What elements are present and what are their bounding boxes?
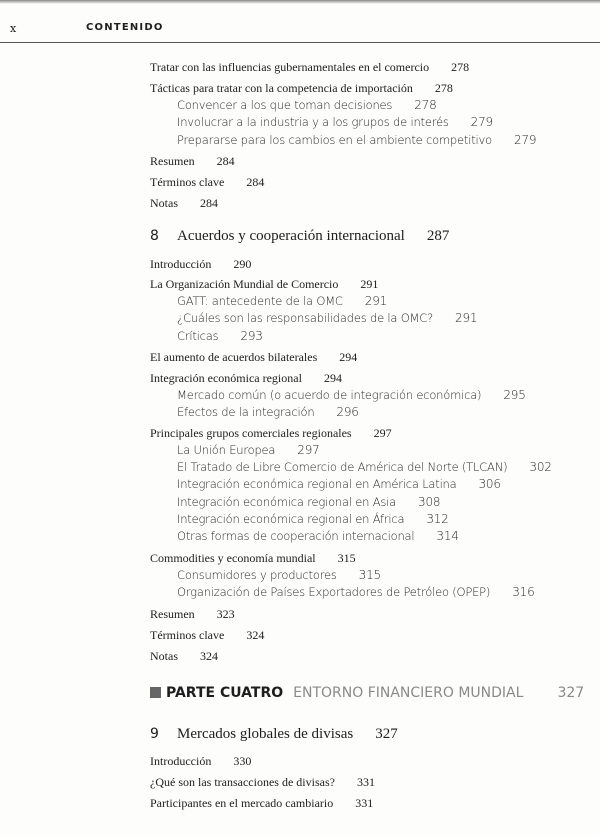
subsection-entry <box>177 115 493 129</box>
entry-page: 314 <box>436 529 459 543</box>
entry-page: 327 <box>557 685 585 701</box>
part-label: PARTE CUATRO <box>166 685 284 701</box>
entry-page: 278 <box>451 60 470 74</box>
entry-title: Commodities y economía mundial <box>150 551 316 565</box>
entry-title: Introducción <box>150 754 212 768</box>
entry-title: Consumidores y productores <box>177 568 337 582</box>
section-entry <box>150 60 469 75</box>
chapter-entry <box>150 228 449 245</box>
entry-title: Convencer a los que toman decisiones <box>177 98 393 112</box>
subsection-entry <box>177 388 526 402</box>
section-entry <box>150 775 375 790</box>
entry-page: 327 <box>375 726 398 742</box>
entry-page: 308 <box>418 495 441 509</box>
entry-title: Resumen <box>150 607 195 621</box>
entry-page: 278 <box>414 98 437 112</box>
entry-page: 290 <box>233 257 252 271</box>
entry-title: Notas <box>150 649 178 663</box>
entry-page: 324 <box>246 628 265 642</box>
entry-title: El Tratado de Libre Comercio de América del Norte (TLCAN) <box>177 460 508 474</box>
entry-title: GATT: antecedente de la OMC <box>177 294 343 308</box>
section-entry <box>150 257 251 272</box>
entry-page: 278 <box>434 81 453 95</box>
subsection-entry <box>177 443 320 457</box>
entry-page: 297 <box>373 426 392 440</box>
entry-title: Acuerdos y cooperación internacional <box>177 228 405 244</box>
entry-page: 315 <box>358 568 381 582</box>
entry-title: Involucrar a la industria y a los grupos de interés <box>177 115 449 129</box>
entry-title: Términos clave <box>150 175 225 189</box>
section-entry <box>150 371 342 386</box>
entry-title: Notas <box>150 196 178 210</box>
entry-title: Mercado común (o acuerdo de integración económica) <box>177 388 482 402</box>
subsection-entry <box>177 311 477 325</box>
entry-page: 330 <box>233 754 252 768</box>
subsection-entry <box>177 329 263 343</box>
entry-page: 287 <box>426 228 450 244</box>
entry-title: Integración económica regional en América Latina <box>177 477 457 491</box>
entry-page: 323 <box>216 607 235 621</box>
subsection-entry <box>177 495 440 509</box>
entry-page: 291 <box>455 311 478 325</box>
section-entry <box>150 796 373 811</box>
entry-page: 297 <box>297 443 320 457</box>
header-rule <box>0 42 600 43</box>
entry-title: Otras formas de cooperación internacional <box>177 529 415 543</box>
part-entry <box>150 685 584 701</box>
entry-title: Introducción <box>150 257 212 271</box>
entry-page: 284 <box>200 196 218 210</box>
entry-page: 306 <box>478 477 501 491</box>
subsection-entry <box>177 585 535 599</box>
section-entry <box>150 196 218 211</box>
entry-title: Organización de Países Exportadores de Petróleo (OPEP) <box>177 585 491 599</box>
section-entry <box>150 628 264 643</box>
section-entry <box>150 81 453 96</box>
subsection-entry <box>177 512 449 526</box>
entry-page: 284 <box>246 175 265 189</box>
section-entry <box>150 277 378 292</box>
entry-title: ¿Cuáles son las responsabilidades de la OMC? <box>177 311 434 325</box>
entry-title: Principales grupos comerciales regionales <box>150 426 352 440</box>
section-entry <box>150 426 392 441</box>
section-entry <box>150 350 357 365</box>
entry-title: El aumento de acuerdos bilaterales <box>150 350 318 364</box>
entry-title: Tratar con las influencias gubernamentales en el comercio <box>150 60 430 74</box>
part-square-icon <box>150 687 161 698</box>
entry-page: 295 <box>503 388 526 402</box>
entry-page: 294 <box>323 371 342 385</box>
subsection-entry <box>177 477 501 491</box>
entry-title: Tácticas para tratar con la competencia de importación <box>150 81 413 95</box>
entry-title: Prepararse para los cambios en el ambiente competitivo <box>177 133 492 147</box>
entry-page: 316 <box>512 585 535 599</box>
entry-title: La Unión Europea <box>177 443 276 457</box>
page-number: x <box>10 22 17 35</box>
entry-page: 284 <box>216 154 235 168</box>
subsection-entry <box>177 568 381 582</box>
section-entry <box>150 649 218 664</box>
entry-page: 331 <box>355 796 374 810</box>
entry-title: ¿Qué son las transacciones de divisas? <box>150 775 335 789</box>
entry-page: 279 <box>470 115 493 129</box>
subsection-entry <box>177 133 536 147</box>
running-header: CONTENIDO <box>86 22 164 33</box>
entry-title: Integración económica regional <box>150 371 302 385</box>
entry-page: 296 <box>336 405 359 419</box>
entry-page: 294 <box>339 350 358 364</box>
entry-title: Resumen <box>150 154 195 168</box>
entry-page: 331 <box>356 775 375 789</box>
entry-title: Participantes en el mercado cambiario <box>150 796 334 810</box>
chapter-number: 8 <box>150 228 159 244</box>
entry-title: Integración económica regional en Asia <box>177 495 397 509</box>
section-entry <box>150 551 356 566</box>
chapter-entry <box>150 726 398 743</box>
scan-edge <box>0 0 600 4</box>
entry-title: Términos clave <box>150 628 225 642</box>
section-entry <box>150 175 264 190</box>
section-entry <box>150 154 235 169</box>
entry-title: Efectos de la integración <box>177 405 315 419</box>
section-entry <box>150 607 235 622</box>
entry-page: 324 <box>200 649 218 663</box>
subsection-entry <box>177 294 387 308</box>
part-title: ENTORNO FINANCIERO MUNDIAL <box>293 685 524 701</box>
entry-title: La Organización Mundial de Comercio <box>150 277 339 291</box>
subsection-entry <box>177 529 459 543</box>
entry-page: 302 <box>529 460 552 474</box>
entry-page: 312 <box>426 512 449 526</box>
entry-page: 291 <box>364 294 388 308</box>
entry-page: 315 <box>337 551 356 565</box>
subsection-entry <box>177 460 552 474</box>
entry-page: 279 <box>513 133 537 147</box>
entry-page: 293 <box>240 329 263 343</box>
section-entry <box>150 754 251 769</box>
entry-title: Críticas <box>177 329 219 343</box>
chapter-number: 9 <box>150 726 159 742</box>
entry-title: Mercados globales de divisas <box>177 726 354 742</box>
entry-page: 291 <box>360 277 379 291</box>
entry-title: Integración económica regional en África <box>177 512 405 526</box>
subsection-entry <box>177 405 359 419</box>
subsection-entry <box>177 98 437 112</box>
